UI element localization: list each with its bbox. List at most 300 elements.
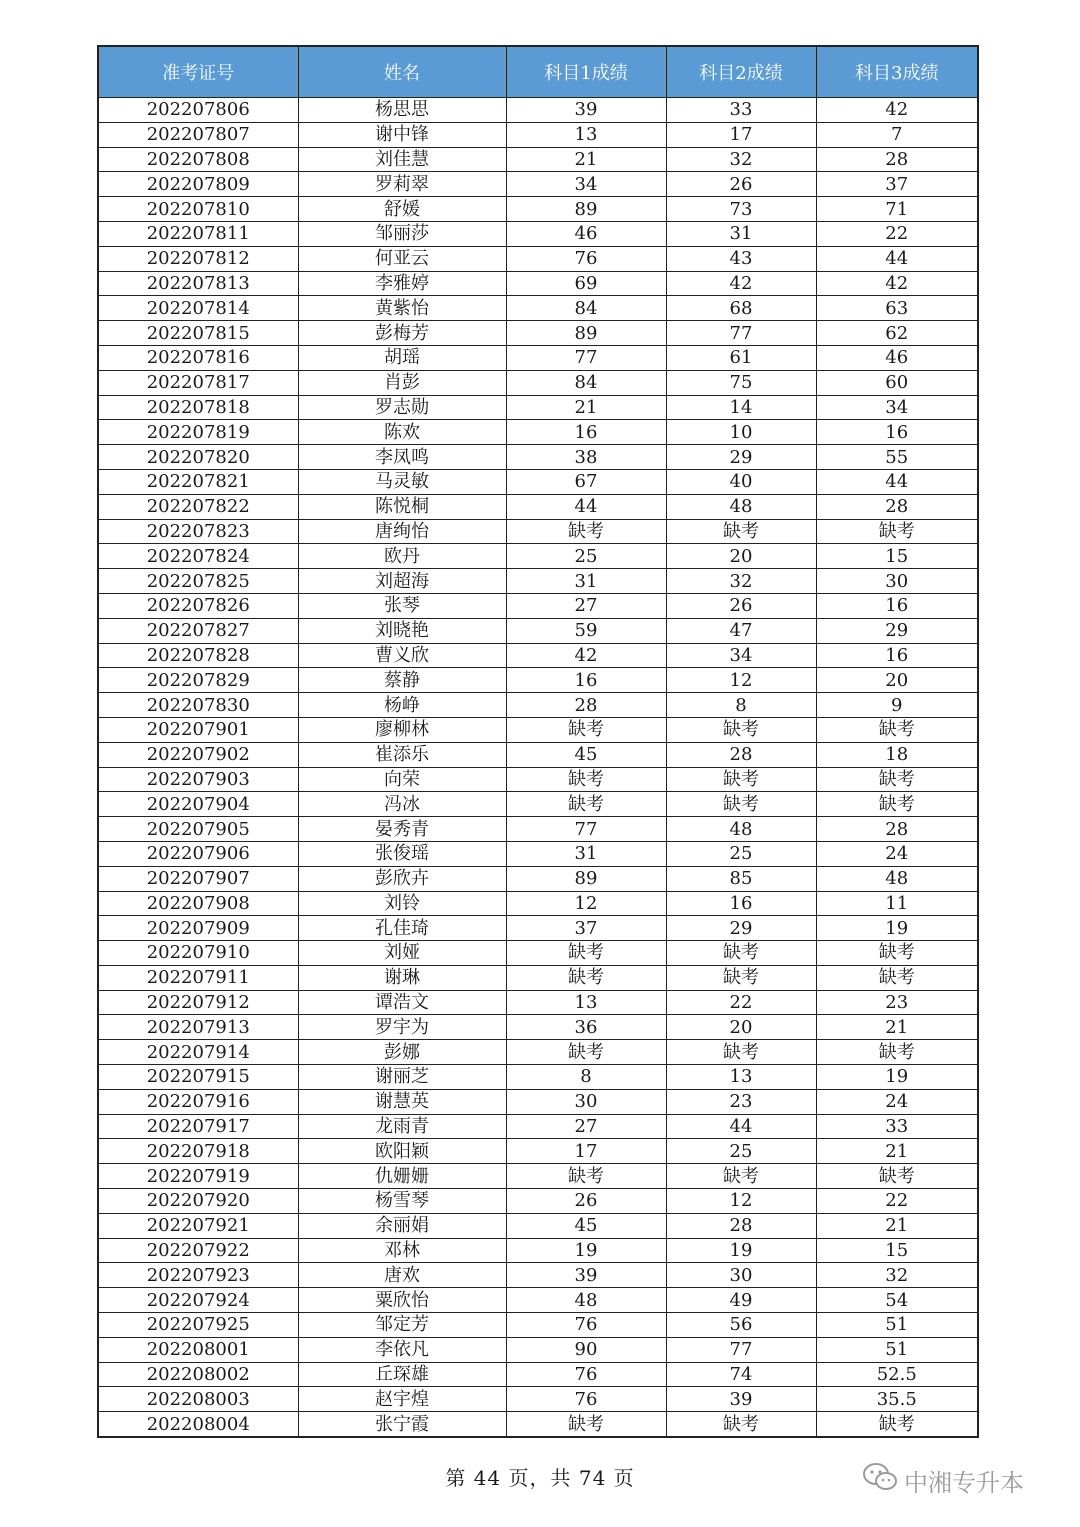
subject2-cell: 20 [666,544,816,569]
table-row [98,990,978,1015]
subject2-cell: 29 [666,916,816,941]
subject2-cell: 缺考 [666,1040,816,1065]
table-row [98,221,978,246]
subject2-cell: 缺考 [666,941,816,966]
subject2-cell: 32 [666,147,816,172]
subject2-cell: 16 [666,891,816,916]
name-cell: 刘晓艳 [298,618,506,643]
name-cell: 唐绚怡 [298,519,506,544]
name-cell: 邹丽莎 [298,221,506,246]
name-cell: 廖柳林 [298,717,506,742]
exam-id-cell: 202208003 [98,1387,298,1412]
subject1-cell: 69 [506,271,666,296]
table-row [98,618,978,643]
subject2-cell: 77 [666,321,816,346]
name-cell: 刘铃 [298,891,506,916]
table-row [98,717,978,742]
subject1-cell: 缺考 [506,965,666,990]
subject2-cell: 48 [666,817,816,842]
name-cell: 李雅婷 [298,271,506,296]
exam-id-cell: 202207821 [98,469,298,494]
exam-id-cell: 202208001 [98,1337,298,1362]
subject1-cell: 76 [506,1313,666,1338]
table-row [98,345,978,370]
subject2-cell: 77 [666,1337,816,1362]
name-cell: 邹定芳 [298,1313,506,1338]
subject3-cell: 46 [816,345,978,370]
subject1-cell: 76 [506,246,666,271]
subject1-cell: 36 [506,1015,666,1040]
subject1-cell: 21 [506,147,666,172]
subject2-cell: 缺考 [666,1412,816,1437]
exam-id-cell: 202207828 [98,643,298,668]
exam-id-cell: 202207827 [98,618,298,643]
exam-id-cell: 202207823 [98,519,298,544]
subject1-cell: 89 [506,321,666,346]
subject2-cell: 缺考 [666,792,816,817]
table-row [98,370,978,395]
name-cell: 刘佳慧 [298,147,506,172]
subject3-cell: 9 [816,693,978,718]
name-cell: 冯冰 [298,792,506,817]
table-row [98,172,978,197]
table-row [98,494,978,519]
table-row [98,1040,978,1065]
table-row [98,916,978,941]
table-header [98,46,978,98]
exam-id-cell: 202207906 [98,841,298,866]
table-row [98,1412,978,1437]
name-cell: 黄紫怡 [298,296,506,321]
exam-id-cell: 202207924 [98,1288,298,1313]
exam-id-cell: 202207808 [98,147,298,172]
name-cell: 刘超海 [298,569,506,594]
subject1-cell: 13 [506,122,666,147]
subject1-cell: 17 [506,1139,666,1164]
subject3-cell: 24 [816,1089,978,1114]
exam-id-cell: 202207922 [98,1238,298,1263]
exam-id-cell: 202207826 [98,593,298,618]
name-cell: 向荣 [298,767,506,792]
name-cell: 胡瑶 [298,345,506,370]
subject1-cell: 84 [506,296,666,321]
exam-id-cell: 202207914 [98,1040,298,1065]
exam-id-cell: 202207916 [98,1089,298,1114]
exam-id-cell: 202207829 [98,668,298,693]
subject2-cell: 44 [666,1114,816,1139]
table-row [98,1065,978,1090]
subject2-cell: 85 [666,866,816,891]
subject3-cell: 37 [816,172,978,197]
subject3-cell: 33 [816,1114,978,1139]
subject3-cell: 缺考 [816,1040,978,1065]
table-row [98,395,978,420]
subject1-cell: 45 [506,1213,666,1238]
exam-id-cell: 202207919 [98,1164,298,1189]
subject1-cell: 77 [506,345,666,370]
exam-id-cell: 202207830 [98,693,298,718]
subject2-cell: 25 [666,1139,816,1164]
subject3-cell: 缺考 [816,767,978,792]
table-row [98,271,978,296]
table-row [98,296,978,321]
table-row [98,1337,978,1362]
subject3-cell: 19 [816,916,978,941]
subject2-cell: 48 [666,494,816,519]
subject2-cell: 12 [666,1189,816,1214]
name-cell: 马灵敏 [298,469,506,494]
subject3-cell: 缺考 [816,1164,978,1189]
subject1-cell: 27 [506,593,666,618]
subject3-cell: 16 [816,593,978,618]
subject2-cell: 43 [666,246,816,271]
subject1-cell: 缺考 [506,519,666,544]
exam-id-cell: 202207825 [98,569,298,594]
table-row [98,122,978,147]
subject2-cell: 13 [666,1065,816,1090]
subject1-cell: 44 [506,494,666,519]
table-row [98,891,978,916]
name-cell: 曹义欣 [298,643,506,668]
subject1-cell: 缺考 [506,941,666,966]
exam-id-cell: 202207814 [98,296,298,321]
name-cell: 谢丽芝 [298,1065,506,1090]
subject1-cell: 13 [506,990,666,1015]
subject3-cell: 54 [816,1288,978,1313]
exam-id-cell: 202207819 [98,420,298,445]
table-row [98,147,978,172]
exam-id-cell: 202207806 [98,98,298,123]
subject3-cell: 21 [816,1139,978,1164]
subject2-cell: 缺考 [666,767,816,792]
name-cell: 杨峥 [298,693,506,718]
header-exam-id: 准考证号 [98,46,298,98]
subject2-cell: 32 [666,569,816,594]
table-row [98,1238,978,1263]
subject1-cell: 31 [506,841,666,866]
table-row [98,941,978,966]
table-row [98,668,978,693]
subject2-cell: 30 [666,1263,816,1288]
subject3-cell: 30 [816,569,978,594]
header-subject1: 科目1成绩 [506,46,666,98]
table-row [98,1189,978,1214]
table-row [98,792,978,817]
subject3-cell: 缺考 [816,792,978,817]
name-cell: 杨思思 [298,98,506,123]
table-row [98,1164,978,1189]
subject1-cell: 缺考 [506,717,666,742]
subject3-cell: 60 [816,370,978,395]
subject1-cell: 12 [506,891,666,916]
subject3-cell: 42 [816,271,978,296]
subject2-cell: 缺考 [666,1164,816,1189]
name-cell: 仇姗姗 [298,1164,506,1189]
subject2-cell: 缺考 [666,965,816,990]
subject1-cell: 84 [506,370,666,395]
table-row [98,767,978,792]
subject2-cell: 28 [666,742,816,767]
name-cell: 何亚云 [298,246,506,271]
table-row [98,1263,978,1288]
subject2-cell: 33 [666,98,816,123]
subject2-cell: 23 [666,1089,816,1114]
subject3-cell: 71 [816,197,978,222]
table-row [98,445,978,470]
table-row [98,1139,978,1164]
subject1-cell: 27 [506,1114,666,1139]
subject3-cell: 19 [816,1065,978,1090]
subject2-cell: 61 [666,345,816,370]
table-row [98,742,978,767]
page-number: 第 44 页，共 74 页 [445,1466,635,1490]
subject2-cell: 39 [666,1387,816,1412]
exam-id-cell: 202207811 [98,221,298,246]
subject3-cell: 18 [816,742,978,767]
subject3-cell: 28 [816,494,978,519]
name-cell: 蔡静 [298,668,506,693]
subject3-cell: 51 [816,1313,978,1338]
subject1-cell: 8 [506,1065,666,1090]
subject1-cell: 48 [506,1288,666,1313]
exam-id-cell: 202207822 [98,494,298,519]
subject1-cell: 39 [506,1263,666,1288]
table-row [98,246,978,271]
name-cell: 罗宇为 [298,1015,506,1040]
subject1-cell: 39 [506,98,666,123]
table-row [98,965,978,990]
subject2-cell: 10 [666,420,816,445]
name-cell: 陈欢 [298,420,506,445]
subject3-cell: 34 [816,395,978,420]
table-row [98,1313,978,1338]
subject3-cell: 缺考 [816,941,978,966]
name-cell: 龙雨青 [298,1114,506,1139]
table-body [98,98,978,1438]
exam-id-cell: 202208002 [98,1362,298,1387]
subject1-cell: 缺考 [506,792,666,817]
subject1-cell: 77 [506,817,666,842]
watermark-text: 中湘专升本 [904,1468,1024,1497]
subject1-cell: 28 [506,693,666,718]
table-row [98,593,978,618]
subject1-cell: 16 [506,668,666,693]
name-cell: 谢琳 [298,965,506,990]
name-cell: 舒媛 [298,197,506,222]
subject1-cell: 90 [506,1337,666,1362]
subject1-cell: 34 [506,172,666,197]
exam-id-cell: 202207915 [98,1065,298,1090]
subject2-cell: 缺考 [666,519,816,544]
subject2-cell: 68 [666,296,816,321]
subject1-cell: 19 [506,1238,666,1263]
subject3-cell: 缺考 [816,717,978,742]
name-cell: 赵宇煌 [298,1387,506,1412]
subject3-cell: 24 [816,841,978,866]
subject2-cell: 31 [666,221,816,246]
table-row [98,643,978,668]
name-cell: 李凤鸣 [298,445,506,470]
name-cell: 张琴 [298,593,506,618]
name-cell: 谢慧英 [298,1089,506,1114]
subject1-cell: 缺考 [506,1040,666,1065]
subject2-cell: 19 [666,1238,816,1263]
table-row [98,569,978,594]
wechat-icon [862,1462,898,1498]
subject3-cell: 44 [816,469,978,494]
subject1-cell: 76 [506,1362,666,1387]
name-cell: 唐欢 [298,1263,506,1288]
exam-id-cell: 202207925 [98,1313,298,1338]
subject2-cell: 40 [666,469,816,494]
subject3-cell: 51 [816,1337,978,1362]
exam-id-cell: 202207903 [98,767,298,792]
name-cell: 邓林 [298,1238,506,1263]
subject2-cell: 17 [666,122,816,147]
subject3-cell: 42 [816,98,978,123]
subject1-cell: 38 [506,445,666,470]
exam-id-cell: 202207824 [98,544,298,569]
subject1-cell: 21 [506,395,666,420]
exam-id-cell: 202207918 [98,1139,298,1164]
name-cell: 陈悦桐 [298,494,506,519]
table-row [98,841,978,866]
subject3-cell: 15 [816,544,978,569]
name-cell: 彭娜 [298,1040,506,1065]
exam-id-cell: 202207901 [98,717,298,742]
subject2-cell: 20 [666,1015,816,1040]
exam-id-cell: 202207907 [98,866,298,891]
subject3-cell: 62 [816,321,978,346]
table-row [98,817,978,842]
name-cell: 罗莉翠 [298,172,506,197]
table-row [98,420,978,445]
subject2-cell: 73 [666,197,816,222]
exam-id-cell: 202207813 [98,271,298,296]
subject2-cell: 14 [666,395,816,420]
table-row [98,98,978,123]
subject1-cell: 30 [506,1089,666,1114]
name-cell: 谭浩文 [298,990,506,1015]
subject1-cell: 42 [506,643,666,668]
subject1-cell: 25 [506,544,666,569]
subject2-cell: 29 [666,445,816,470]
subject2-cell: 47 [666,618,816,643]
subject1-cell: 31 [506,569,666,594]
exam-id-cell: 202207817 [98,370,298,395]
subject1-cell: 89 [506,866,666,891]
watermark [862,1462,1024,1498]
name-cell: 李依凡 [298,1337,506,1362]
subject3-cell: 23 [816,990,978,1015]
subject3-cell: 63 [816,296,978,321]
name-cell: 杨雪琴 [298,1189,506,1214]
exam-id-cell: 202207912 [98,990,298,1015]
subject1-cell: 46 [506,221,666,246]
subject2-cell: 12 [666,668,816,693]
exam-id-cell: 202207818 [98,395,298,420]
subject1-cell: 缺考 [506,1164,666,1189]
subject2-cell: 42 [666,271,816,296]
subject3-cell: 35.5 [816,1387,978,1412]
subject3-cell: 21 [816,1213,978,1238]
subject2-cell: 49 [666,1288,816,1313]
table-row [98,321,978,346]
subject3-cell: 20 [816,668,978,693]
name-cell: 欧丹 [298,544,506,569]
exam-id-cell: 202207911 [98,965,298,990]
name-cell: 晏秀青 [298,817,506,842]
table-row [98,544,978,569]
header-row [98,46,978,98]
subject1-cell: 缺考 [506,1412,666,1437]
subject2-cell: 34 [666,643,816,668]
subject3-cell: 21 [816,1015,978,1040]
score-table [97,45,979,1438]
exam-id-cell: 202207815 [98,321,298,346]
table-row [98,1089,978,1114]
table-row [98,1362,978,1387]
exam-id-cell: 202207902 [98,742,298,767]
subject3-cell: 16 [816,643,978,668]
exam-id-cell: 202207820 [98,445,298,470]
table-row [98,197,978,222]
subject2-cell: 56 [666,1313,816,1338]
subject2-cell: 28 [666,1213,816,1238]
name-cell: 张俊瑶 [298,841,506,866]
subject3-cell: 11 [816,891,978,916]
exam-id-cell: 202207810 [98,197,298,222]
subject2-cell: 8 [666,693,816,718]
exam-id-cell: 202207913 [98,1015,298,1040]
name-cell: 孔佳琦 [298,916,506,941]
table-row [98,1213,978,1238]
subject1-cell: 59 [506,618,666,643]
subject3-cell: 44 [816,246,978,271]
subject3-cell: 32 [816,1263,978,1288]
subject3-cell: 7 [816,122,978,147]
subject3-cell: 28 [816,147,978,172]
subject2-cell: 26 [666,172,816,197]
exam-id-cell: 202207910 [98,941,298,966]
table-row [98,1387,978,1412]
name-cell: 罗志勋 [298,395,506,420]
subject3-cell: 15 [816,1238,978,1263]
name-cell: 张宁霞 [298,1412,506,1437]
subject3-cell: 缺考 [816,965,978,990]
subject3-cell: 48 [816,866,978,891]
name-cell: 彭梅芳 [298,321,506,346]
table-row [98,1114,978,1139]
subject1-cell: 缺考 [506,767,666,792]
name-cell: 谢中锋 [298,122,506,147]
exam-id-cell: 202207905 [98,817,298,842]
name-cell: 刘娅 [298,941,506,966]
subject3-cell: 缺考 [816,519,978,544]
exam-id-cell: 202207816 [98,345,298,370]
exam-id-cell: 202207908 [98,891,298,916]
name-cell: 粟欣怡 [298,1288,506,1313]
exam-id-cell: 202207807 [98,122,298,147]
subject2-cell: 25 [666,841,816,866]
table-row [98,1015,978,1040]
name-cell: 彭欣卉 [298,866,506,891]
exam-id-cell: 202207920 [98,1189,298,1214]
exam-id-cell: 202207923 [98,1263,298,1288]
exam-id-cell: 202207917 [98,1114,298,1139]
exam-id-cell: 202207904 [98,792,298,817]
subject1-cell: 37 [506,916,666,941]
